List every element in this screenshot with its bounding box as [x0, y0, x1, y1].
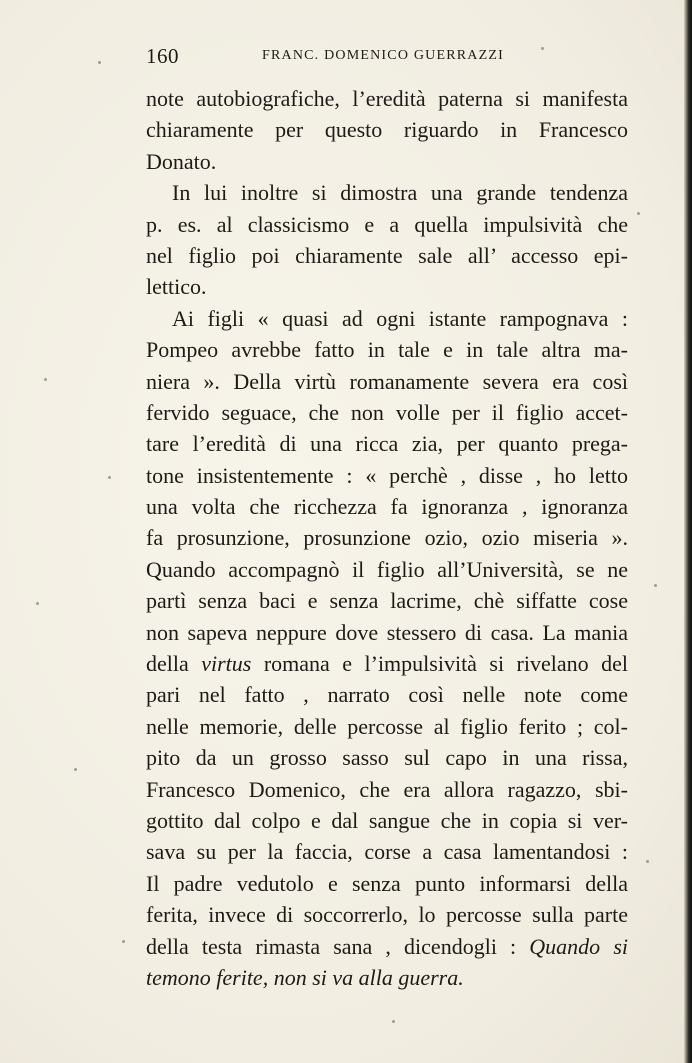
text-line: sava su per la faccia, corse a casa lamentandosi : [146, 839, 628, 865]
page-number: 160 [146, 44, 179, 68]
paper-speck [36, 602, 39, 605]
running-head: FRANC. DOMENICO GUERRAZZI [262, 48, 504, 63]
paragraph-start-line: Ai figli « quasi ad ogni istante rampognava : [172, 305, 628, 331]
text-line: una volta che ricchezza fa ignoranza , ignoranza [146, 494, 628, 520]
text-line: chiaramente per questo riguardo in Francesco [146, 117, 628, 143]
italic-phrase: Quando si [529, 933, 628, 959]
body-text [146, 83, 628, 993]
page-header [146, 44, 606, 70]
text-line: partì senza baci e senza lacrime, chè siffatte cose [146, 588, 628, 614]
text-line: Quando accompagnò il figlio all’Università, se ne [146, 556, 628, 582]
text-line: Francesco Domenico, che era allora ragazzo, sbi- [146, 776, 628, 802]
text-line: ferita, invece di soccorrerlo, lo percosse sulla parte [146, 902, 628, 928]
paper-speck [637, 212, 640, 215]
paper-speck [122, 940, 125, 943]
text-line: Il padre vedutolo e senza punto informarsi della [146, 870, 628, 896]
paragraph-start-line: In lui inoltre si dimostra una grande tendenza [172, 180, 628, 206]
text-line: non sapeva neppure dove stessero di casa. La mania [146, 619, 628, 645]
text-segment: romana e l’impulsività si rivelano del [251, 651, 628, 677]
paper-speck [392, 1020, 395, 1023]
text-line: Pompeo avrebbe fatto in tale e in tale altra ma- [146, 337, 628, 363]
text-line: pari nel fatto , narrato così nelle note come [146, 682, 628, 708]
text-line: gottito dal colpo e dal sangue che in copia si ver- [146, 807, 628, 833]
text-line: p. es. al classicismo e a quella impulsività che [146, 211, 628, 237]
text-line [146, 648, 628, 679]
paper-speck [654, 584, 657, 587]
paper-speck [108, 476, 111, 479]
text-line [146, 962, 628, 993]
text-line: pito da un grosso sasso sul capo in una rissa, [146, 745, 628, 771]
text-line: Donato. [146, 148, 217, 174]
text-line: nel figlio poi chiaramente sale all’ accesso epi- [146, 242, 628, 268]
paper-speck [44, 378, 47, 381]
paper-speck [74, 768, 77, 771]
text-line: niera ». Della virtù romanamente severa era così [146, 368, 628, 394]
text-line: tare l’eredità di una ricca zia, per quanto prega- [146, 431, 628, 457]
text-line: tone insistentemente : « perchè , disse , ho letto [146, 462, 628, 488]
text-line: fervido seguace, che non volle per il figlio accet- [146, 399, 628, 425]
text-line [146, 931, 628, 962]
paper-speck [541, 47, 544, 50]
page-binding-edge [684, 0, 692, 1063]
text-line: lettico. [146, 274, 207, 300]
text-line: nelle memorie, delle percosse al figlio ferito ; col- [146, 713, 628, 739]
paper-speck [98, 61, 101, 64]
text-segment: della testa rimasta sana , dicendogli : [146, 933, 530, 959]
italic-phrase: temono ferite, non si va alla guerra. [146, 964, 464, 990]
text-line: fa prosunzione, prosunzione ozio, ozio miseria ». [146, 525, 628, 551]
text-line: note autobiografiche, l’eredità paterna si manifesta [146, 86, 628, 111]
paper-speck [646, 860, 649, 863]
text-segment: della [146, 651, 202, 677]
italic-word: virtus [201, 651, 252, 677]
